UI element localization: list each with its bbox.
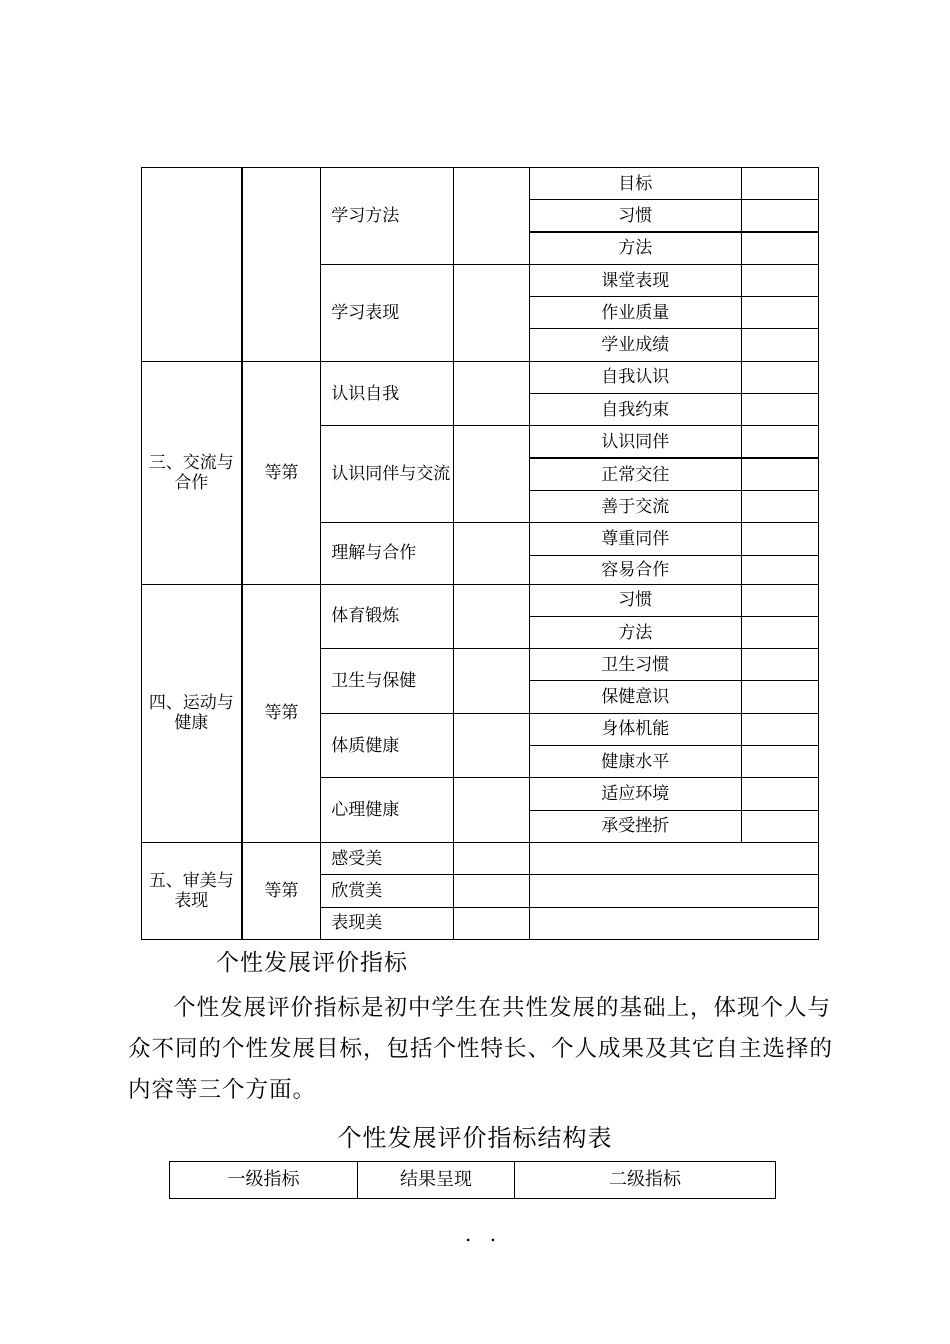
item-cell: 方法 [529,616,741,648]
blank-cell [454,361,529,426]
item-cell: 习惯 [529,200,741,232]
item-cell: 课堂表现 [529,264,741,296]
blank-cell [741,810,818,842]
blank-cell [454,778,529,843]
blank-cell [741,681,818,713]
blank-cell [741,555,818,584]
blank-cell [741,426,818,458]
blank-cell [741,361,818,393]
table-row [142,842,819,874]
item-cell: 习惯 [529,584,741,616]
blank-cell [454,168,529,265]
blank-cell [454,649,529,714]
sub-indicator-cell: 体质健康 [321,713,454,778]
sub-indicator-cell: 欣赏美 [321,875,454,907]
sub-indicator-cell: 感受美 [321,842,454,874]
item-cell: 卫生习惯 [529,649,741,681]
blank-cell [741,264,818,296]
blank-cell [741,746,818,778]
table-row [142,584,819,616]
item-cell: 自我认识 [529,361,741,393]
item-cell: 保健意识 [529,681,741,713]
sub-indicator-cell: 心理健康 [321,778,454,843]
blank-cell [741,649,818,681]
blank-cell [741,329,818,361]
sub-indicator-cell: 表现美 [321,907,454,939]
sub-indicator-cell: 体育锻炼 [321,584,454,649]
blank-cell [454,907,529,939]
item-cell: 正常交往 [529,458,741,490]
blank-cell [454,584,529,649]
main-indicator-cell: 五、审美与表现 [142,842,242,939]
item-cell: 自我约束 [529,394,741,426]
header-cell: 一级指标 [170,1162,358,1199]
item-cell: 容易合作 [529,555,741,584]
result-cell: 等第 [242,842,321,939]
blank-cell [454,523,529,584]
blank-cell [454,264,529,361]
blank-cell [741,200,818,232]
item-cell: 学业成绩 [529,329,741,361]
table-row [142,361,819,393]
blank-cell [741,458,818,490]
structure-table [169,1161,776,1199]
sub-indicator-cell: 认识同伴与交流 [321,426,454,523]
main-indicator-cell: 四、运动与健康 [142,584,242,842]
item-cell: 作业质量 [529,297,741,329]
blank-cell [741,394,818,426]
evaluation-table [141,167,819,940]
sub-indicator-cell: 卫生与保健 [321,649,454,714]
sub-indicator-cell: 学习表现 [321,264,454,361]
body-paragraph: 个性发展评价指标是初中学生在共性发展的基础上，体现个人与众不同的个性发展目标，包括个性特长、个人成果及其它自主选择的内容等三个方面。 [128,995,834,1103]
blank-cell [741,168,818,200]
blank-cell [529,842,818,874]
sub-indicator-cell: 理解与合作 [321,523,454,584]
blank-cell [741,232,818,264]
item-cell: 善于交流 [529,490,741,522]
blank-cell [529,875,818,907]
blank-cell [741,778,818,810]
blank-cell [741,523,818,555]
item-cell: 目标 [529,168,741,200]
section-heading: 个性发展评价指标 [216,950,408,976]
blank-cell [529,907,818,939]
structure-table-title: 个性发展评价指标结构表 [337,1124,613,1152]
blank-cell [741,616,818,648]
table-header-row [170,1162,776,1199]
item-cell: 认识同伴 [529,426,741,458]
sub-indicator-cell: 学习方法 [321,168,454,265]
item-cell: 承受挫折 [529,810,741,842]
result-cell [242,168,321,362]
blank-cell [741,490,818,522]
blank-cell [454,842,529,874]
item-cell: 方法 [529,232,741,264]
blank-cell [741,584,818,616]
main-indicator-cell [142,168,242,362]
blank-cell [454,713,529,778]
header-cell: 结果呈现 [358,1162,515,1199]
main-indicator-cell: 三、交流与合作 [142,361,242,584]
blank-cell [741,297,818,329]
item-cell: 身体机能 [529,713,741,745]
blank-cell [454,875,529,907]
item-cell: 健康水平 [529,746,741,778]
blank-cell [741,713,818,745]
table-row [142,168,819,200]
item-cell: 适应环境 [529,778,741,810]
blank-cell [454,426,529,523]
page-marker: . . [465,1222,503,1246]
sub-indicator-cell: 认识自我 [321,361,454,426]
header-cell: 二级指标 [515,1162,776,1199]
result-cell: 等第 [242,584,321,842]
result-cell: 等第 [242,361,321,584]
item-cell: 尊重同伴 [529,523,741,555]
